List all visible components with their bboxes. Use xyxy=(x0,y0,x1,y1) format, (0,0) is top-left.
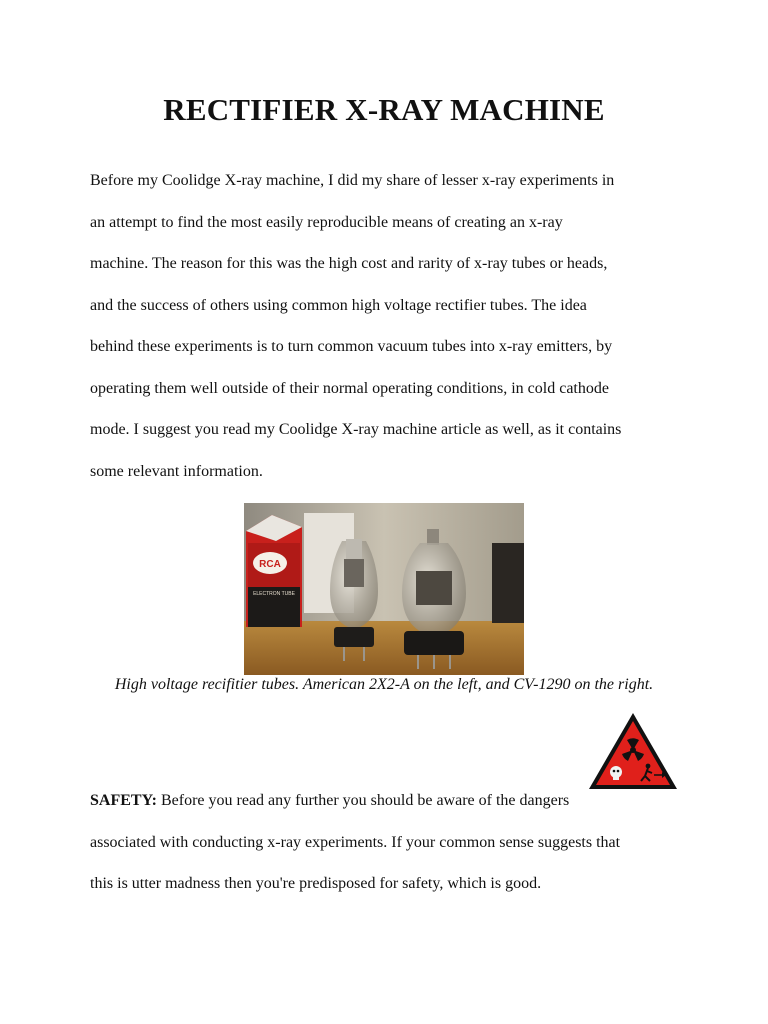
intro-line: some relevant information. xyxy=(90,462,263,480)
figure-caption: High voltage recifitier tubes. American 2X2-A on the left, and CV-1290 on the right. xyxy=(114,676,654,693)
safety-line: associated with conducting x-ray experiments. If your common sense suggests that xyxy=(90,833,621,851)
rectifier-tubes-photo xyxy=(244,503,524,675)
safety-paragraph xyxy=(90,790,690,915)
intro-line: operating them well outside of their normal operating conditions, in cold cathode xyxy=(90,379,609,397)
intro-line: behind these experiments is to turn common vacuum tubes into x-ray emitters, by xyxy=(90,338,613,355)
intro-line: mode. I suggest you read my Coolidge X-ray machine article as well, as it contains xyxy=(90,421,622,438)
radiation-hazard-icon xyxy=(586,710,680,792)
box-label-text: ELECTRON TUBE xyxy=(253,591,295,597)
intro-line: machine. The reason for this was the high cost and rarity of x-ray tubes or heads, xyxy=(90,255,608,272)
safety-line-text: Before you read any further you should be aware of the dangers xyxy=(156,792,570,809)
safety-line: this is utter madness then you're predisposed for safety, which is good. xyxy=(90,875,542,892)
rca-logo-text: RCA xyxy=(259,559,281,570)
safety-line xyxy=(90,790,690,832)
intro-line: an attempt to find the most easily reproducible means of creating an x-ray xyxy=(90,213,563,231)
intro-line: Before my Coolidge X-ray machine, I did my share of lesser x-ray experiments in xyxy=(90,172,615,189)
intro-line: and the success of others using common high voltage rectifier tubes. The idea xyxy=(90,296,587,314)
intro-paragraph xyxy=(90,170,690,502)
page-title: RECTIFIER X-RAY MACHINE xyxy=(163,92,605,127)
safety-label: SAFETY: xyxy=(90,792,157,809)
